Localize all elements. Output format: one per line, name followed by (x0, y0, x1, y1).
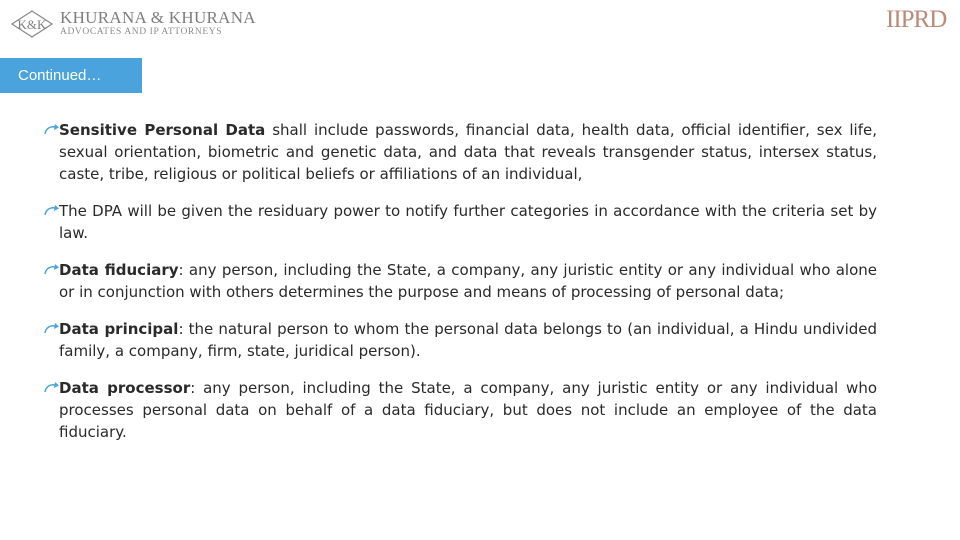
list-item (43, 259, 877, 303)
iiprd-logo (886, 6, 956, 36)
bullet-text: The DPA will be given the residuary power to notify further categories in accordance with the criteria set by law. (59, 202, 877, 242)
curved-arrow-icon (43, 124, 59, 136)
curved-arrow-icon (43, 264, 59, 276)
kk-monogram-icon (8, 10, 56, 38)
svg-text:K&K: K&K (17, 17, 47, 32)
bullet-text: : any person, including the State, a company, any juristic entity or any individual who alone or in conjunction with others determines the purpose and means of processing of personal data; (59, 261, 878, 301)
firm-name: KHURANA & KHURANA (60, 8, 256, 27)
bullet-text: : any person, including the State, a company, any juristic entity or any individual who processes personal data on behalf of a data fiduciary, but does not include an employee of the data fiduciary. (59, 379, 878, 441)
section-label: Continued… (0, 58, 142, 93)
bullet-term: Data principal (59, 320, 179, 338)
bullet-term: Data processor (59, 379, 191, 397)
bullet-term: Sensitive Personal Data (59, 121, 266, 139)
curved-arrow-icon (43, 382, 59, 394)
bullet-term: Data fiduciary (59, 261, 179, 279)
list-item (43, 119, 877, 185)
list-item (43, 318, 877, 362)
khurana-logo (8, 6, 256, 40)
list-item (43, 377, 877, 443)
firm-subtitle: ADVOCATES AND IP ATTORNEYS (60, 27, 223, 37)
bullet-text: shall include passwords, financial data, health data, official identifier, sex life, sexual orientation, biometric and genetic data, and data that reveals transgender status, intersex status, caste, tribe, religious or political beliefs or affiliations of an individual, (59, 121, 877, 183)
curved-arrow-icon (43, 323, 59, 335)
list-item (43, 200, 877, 244)
curved-arrow-icon (43, 205, 59, 217)
iiprd-logo-text: IIPRD (886, 6, 947, 33)
bullet-list (43, 119, 877, 458)
bullet-text: : the natural person to whom the personal data belongs to (an individual, a Hindu undivided family, a company, firm, state, juridical person). (59, 320, 878, 360)
